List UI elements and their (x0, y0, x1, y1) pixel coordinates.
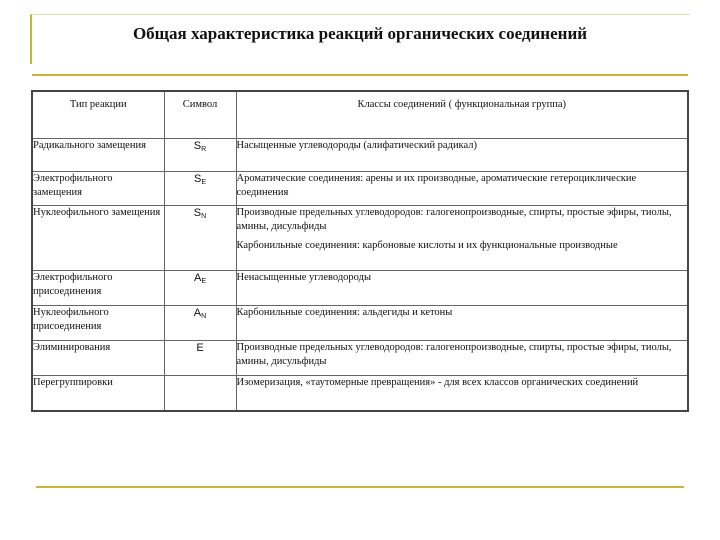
header-symbol: Символ (164, 91, 236, 139)
table-row (32, 306, 688, 341)
reaction-symbol (164, 376, 236, 412)
reaction-type: Перегруппировки (32, 376, 164, 412)
compound-classes: Ароматические соединения: арены и их производные, ароматические гетероциклические соединения (236, 172, 688, 206)
reaction-type: Элиминирования (32, 341, 164, 376)
compound-classes: Карбонильные соединения: альдегиды и кетоны (236, 306, 688, 341)
header-reaction-type: Тип реакции (32, 91, 164, 139)
bottom-divider (36, 486, 684, 488)
reaction-symbol: $A_N$ (164, 306, 236, 341)
reaction-type: Нуклеофильного присоединения (32, 306, 164, 341)
table-row (32, 172, 688, 206)
reaction-type: Нуклеофильного замещения (32, 206, 164, 271)
compound-classes: Производные предельных углеводородов: галогенопроизводные, спирты, простые эфиры, тиолы, амины, дисульфиды Карбонильные соединения: карбоновые кислоты и их функциональные производные (236, 206, 688, 271)
reaction-type: Электрофильного замещения (32, 172, 164, 206)
reaction-type: Электрофильного присоединения (32, 271, 164, 306)
reaction-symbol: E (164, 341, 236, 376)
compound-classes: Изомеризация, «таутомерные превращения» - для всех классов органических соединений (236, 376, 688, 412)
page-title: Общая характеристика реакций органических соединений (132, 24, 588, 43)
compound-classes: Ненасыщенные углеводороды (236, 271, 688, 306)
table-header-row (32, 91, 688, 139)
table-row (32, 271, 688, 306)
table-row (32, 341, 688, 376)
reaction-symbol: $S_N$ (164, 206, 236, 271)
compound-classes: Производные предельных углеводородов: галогенопроизводные, спирты, простые эфиры, тиолы, амины, дисульфиды (236, 341, 688, 376)
table-row (32, 139, 688, 172)
reactions-table (31, 90, 689, 412)
reaction-symbol: $S_R$ (164, 139, 236, 172)
table-row (32, 376, 688, 412)
compound-classes: Насыщенные углеводороды (алифатический радикал) (236, 139, 688, 172)
reaction-symbol: $S_E$ (164, 172, 236, 206)
table-row (32, 206, 688, 271)
reaction-type: Радикального замещения (32, 139, 164, 172)
header-compound-classes: Классы соединений ( функциональная группа) (236, 91, 688, 139)
reaction-symbol: $A_E$ (164, 271, 236, 306)
top-divider (32, 74, 688, 76)
